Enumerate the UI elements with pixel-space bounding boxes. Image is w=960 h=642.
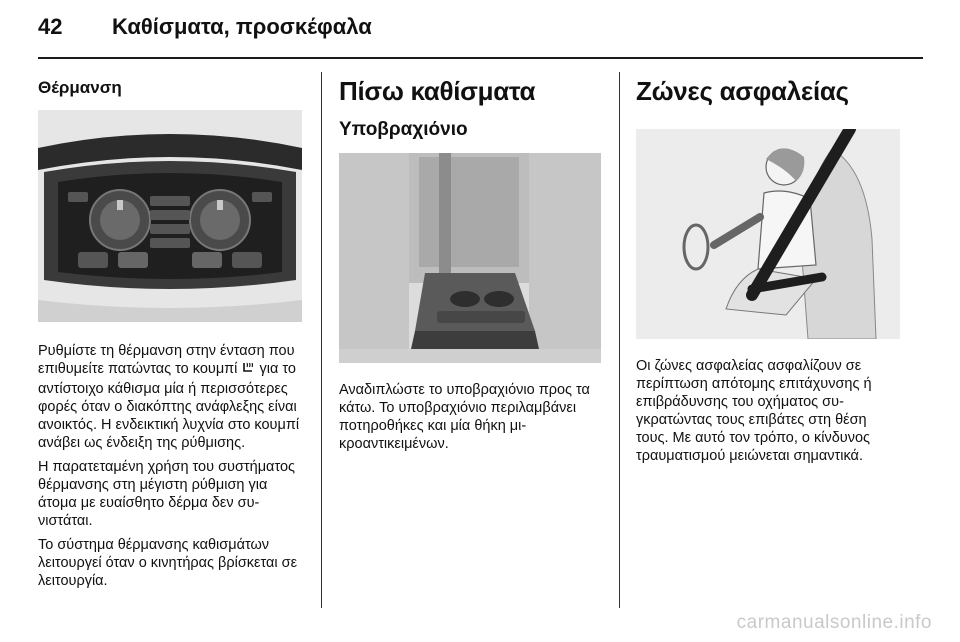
paragraph-heating-1-part1: Ρυθμίστε τη θέρμανση στην ένταση που επιθυμείτε πατώντας το κουμπί	[38, 343, 295, 377]
armrest-illustration	[339, 153, 601, 363]
seat-belt-illustration	[636, 129, 900, 339]
paragraph-seat-belts: Οι ζώνες ασφαλείας ασφαλίζουν σε περίπτωση απότομης επιτάχυνσης ή επιβράδυνσης του οχήματος συγκρατώντας τους επιβάτες στη θέση τους. Με αυτό τον τρόπο, ο κίνδυνος τραυματισμού μειώνεται σημαντικά.	[636, 358, 872, 464]
column-seat-belts	[636, 70, 902, 465]
watermark: carmanualsonline.info	[736, 612, 932, 633]
console-illustration	[38, 110, 302, 322]
paragraph-heating-2: Η παρατεταμένη χρήση του συστήματος θέρμανσης στη μέγιστη ρύθμιση για άτομα με ευαίσθητο δέρμα δεν συνιστάται.	[38, 459, 296, 529]
illustration-armrest	[339, 153, 601, 363]
paragraph-heating-3: Το σύστημα θέρμανσης καθισμάτων λειτουργεί όταν ο κινητήρας βρίσκεται σε λειτουργία.	[38, 537, 298, 589]
column-divider-1	[321, 72, 322, 608]
illustration-seat-belt	[636, 129, 900, 339]
section-heading-seat-belts: Ζώνες ασφαλείας	[636, 76, 849, 106]
subheading-armrest: Υποβραχιόνιο	[339, 119, 468, 140]
page-title: Καθίσματα, προσκέφαλα	[112, 14, 372, 39]
column-heating	[38, 70, 304, 590]
paragraph-heating-1	[38, 342, 304, 452]
paragraph-armrest: Αναδιπλώστε το υποβραχιόνιο προς τα κάτω. Το υποβραχιόνιο περιλαμβάνει ποτηροθήκες και μία θήκη μικροαντικειμένων.	[339, 382, 590, 452]
paragraph-heating-1-part2: για το αντίστοιχο κάθισμα μία ή περισσότερες φορές όταν ο διακόπτης ανάφλεξης είναι ανοικτός. Η ενδεικτική λυχνία στο κουμπί ανάβει ως ένδειξη της ρύθμισης.	[38, 361, 300, 451]
column-divider-2	[619, 72, 620, 608]
section-heading-heating: Θέρμανση	[38, 78, 122, 97]
column-rear-seats	[339, 70, 601, 453]
illustration-heating-controls	[38, 110, 302, 322]
seat-heating-icon	[241, 361, 255, 380]
header-divider	[38, 57, 923, 59]
page-header	[38, 14, 372, 44]
page-number: 42	[38, 14, 63, 39]
section-heading-rear-seats: Πίσω καθίσματα	[339, 76, 536, 106]
